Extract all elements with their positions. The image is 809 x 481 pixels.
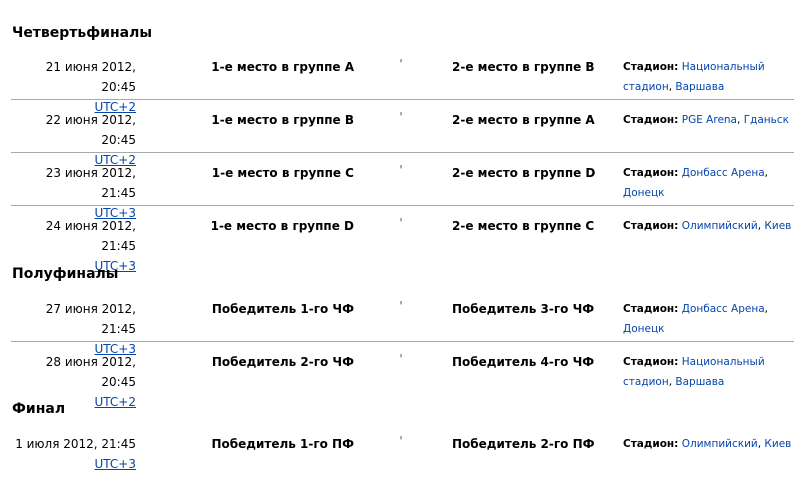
match-datetime [11, 434, 136, 474]
home-team: 1-е место в группе C [211, 166, 354, 180]
venue-separator: , [757, 438, 765, 450]
home-team: 1-е место в группе B [211, 113, 354, 127]
city-link[interactable]: Донецк [623, 187, 665, 199]
venue [623, 299, 797, 339]
venue-separator: , [757, 220, 765, 232]
venue-label: Стадион: [623, 303, 679, 315]
home-team: Победитель 1-го ЧФ [211, 302, 354, 316]
match-row-sf1 [11, 289, 794, 356]
city-link[interactable]: Киев [764, 438, 792, 450]
home-team: Победитель 1-го ПФ [211, 437, 354, 451]
timezone-link[interactable]: UTC+3 [94, 342, 136, 356]
stadium-link[interactable]: Донбасс Арена [681, 303, 765, 315]
timezone-link[interactable]: UTC+2 [94, 153, 136, 167]
match-row-qf3 [11, 153, 794, 220]
match-row-qf4 [11, 206, 794, 273]
home-team: 1-е место в группе A [211, 60, 354, 74]
venue-label: Стадион: [623, 356, 679, 368]
city-link[interactable]: Гданьск [743, 114, 789, 126]
city-link[interactable]: Киев [764, 220, 792, 232]
away-team: 2-е место в группе A [452, 113, 595, 127]
stadium-link[interactable]: Донбасс Арена [681, 167, 765, 179]
match-row-qf1 [11, 47, 794, 114]
match-date: 22 июня 2012, 20:45 [45, 113, 136, 147]
stadium-link[interactable]: Олимпийский [681, 220, 758, 232]
away-team: Победитель 4-го ЧФ [452, 355, 595, 369]
stadium-link[interactable]: Олимпийский [681, 438, 758, 450]
stadium-link[interactable]: Национальный стадион [623, 356, 765, 388]
timezone-link[interactable]: UTC+3 [94, 259, 136, 273]
venue-separator: , [764, 303, 768, 315]
venue-separator: , [668, 376, 676, 388]
away-team: 2-е место в группе D [452, 166, 596, 180]
timezone-link[interactable]: UTC+2 [94, 100, 136, 114]
section-heading-semifinals: Полуфиналы [12, 266, 119, 282]
section-heading-final: Финал [12, 401, 66, 417]
match-date: 27 июня 2012, 21:45 [45, 302, 136, 336]
score-marker: ' [399, 110, 403, 124]
away-team: Победитель 2-го ПФ [452, 437, 595, 451]
score-marker: ' [399, 216, 403, 230]
timezone-link[interactable]: UTC+2 [94, 395, 136, 409]
timezone-link[interactable]: UTC+3 [94, 206, 136, 220]
venue-label: Стадион: [623, 220, 679, 232]
away-team: Победитель 3-го ЧФ [452, 302, 595, 316]
match-date: 21 июня 2012, 20:45 [45, 60, 136, 94]
venue-separator: , [737, 114, 744, 126]
score-marker: ' [399, 57, 403, 71]
match-row-final [11, 424, 794, 476]
venue-label: Стадион: [623, 114, 679, 126]
match-date: 28 июня 2012, 20:45 [45, 355, 136, 389]
away-team: 2-е место в группе B [452, 60, 595, 74]
match-date: 23 июня 2012, 21:45 [45, 166, 136, 200]
venue-separator: , [764, 167, 768, 179]
venue-label: Стадион: [623, 167, 679, 179]
city-link[interactable]: Варшава [675, 81, 725, 93]
venue [623, 352, 797, 392]
venue [623, 216, 797, 236]
match-date: 24 июня 2012, 21:45 [45, 219, 136, 253]
venue [623, 57, 797, 97]
match-date: 1 июля 2012, 21:45 [15, 437, 136, 451]
home-team: Победитель 2-го ЧФ [211, 355, 354, 369]
venue [623, 110, 797, 130]
match-row-qf2 [11, 100, 794, 167]
venue-separator: , [668, 81, 676, 93]
venue-label: Стадион: [623, 438, 679, 450]
away-team: 2-е место в группе C [452, 219, 595, 233]
score-marker: ' [399, 434, 403, 448]
score-marker: ' [399, 352, 403, 366]
venue [623, 434, 797, 454]
venue-label: Стадион: [623, 61, 679, 73]
city-link[interactable]: Донецк [623, 323, 665, 335]
score-marker: ' [399, 163, 403, 177]
venue [623, 163, 797, 203]
home-team: 1-е место в группе D [210, 219, 354, 233]
stadium-link[interactable]: Национальный стадион [623, 61, 765, 93]
score-marker: ' [399, 299, 403, 313]
timezone-link[interactable]: UTC+3 [94, 457, 136, 471]
city-link[interactable]: Варшава [675, 376, 725, 388]
stadium-link[interactable]: PGE Arena [681, 114, 737, 126]
section-heading-quarterfinals: Четвертьфиналы [12, 25, 152, 41]
